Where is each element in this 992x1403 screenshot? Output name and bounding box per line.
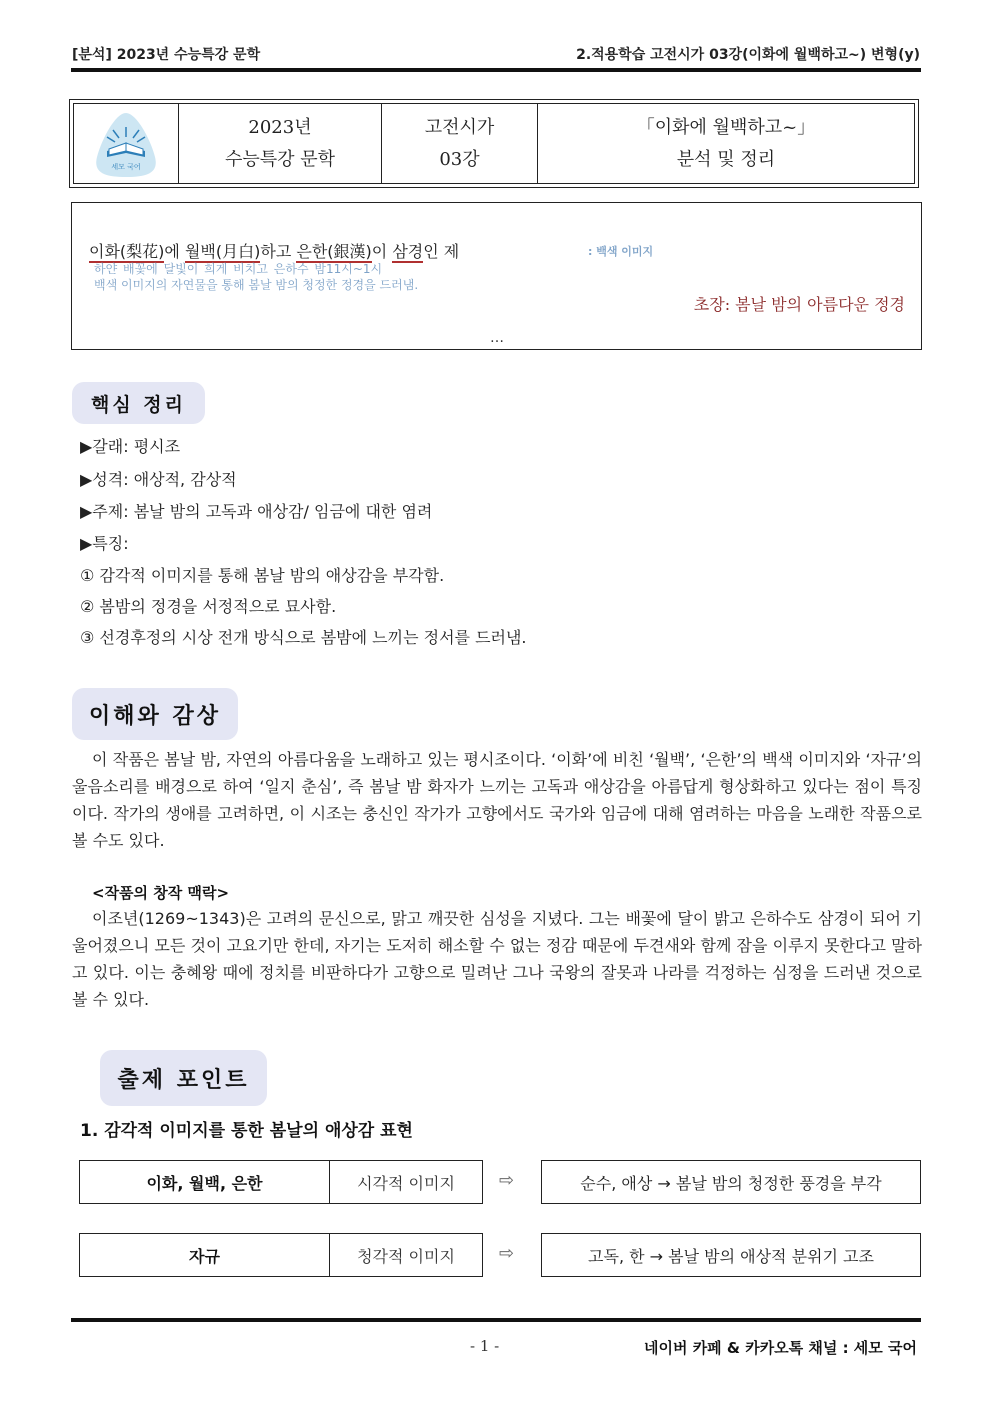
header-right: 2.적용학습 고전시가 03강(이화에 월백하고~) 변형(y) [576, 47, 920, 63]
poem-seg: 하고 [260, 242, 297, 261]
title-category-cell [382, 104, 538, 183]
poem-seg-samgyeong: 삼경 [392, 242, 424, 261]
core-genre: ▶갈래: 평시조 [80, 437, 181, 456]
svg-text:세모 국어: 세모 국어 [111, 162, 141, 171]
core-feature-1: ① 감각적 이미지를 통해 봄날 밤의 애상감을 부각함. [80, 566, 445, 585]
header-left: [분석] 2023년 수능특강 문학 [72, 47, 261, 63]
title-work: 「이화에 월백하고~」 [636, 116, 816, 138]
footer-channel: 네이버 카페 & 카카오톡 채널 : 세모 국어 [644, 1339, 917, 1357]
title-analysis: 분석 및 정리 [676, 148, 776, 170]
section-points-label: 출제 포인트 [100, 1050, 267, 1106]
poem-seg: 에 [164, 242, 185, 261]
poem-seg: 이 [371, 242, 393, 261]
poem-ellipsis: … [490, 330, 504, 346]
poem-chojang: 초장: 봄날 밤의 아름다운 정경 [693, 295, 905, 314]
arrow-right-icon: ⇨ [499, 1243, 515, 1264]
title-year: 2023년 [248, 116, 312, 138]
core-feature-3: ③ 선경후정의 시상 전개 방식으로 봄밤에 느끼는 정서를 드러냄. [80, 628, 527, 647]
section-core-label: 핵심 정리 [72, 382, 205, 424]
poem-box [71, 202, 922, 350]
logo-cell [74, 104, 179, 183]
title-table [69, 99, 919, 188]
core-features-label: ▶특징: [80, 534, 129, 553]
title-book: 수능특강 문학 [224, 148, 336, 170]
logo-book-icon [89, 107, 163, 181]
page-number: - 1 - [470, 1337, 500, 1355]
poem-note: : 백색 이미지 [588, 245, 654, 258]
image-row-visual [79, 1160, 921, 1204]
footer-rule [71, 1318, 921, 1322]
poem-description: 백색 이미지의 자연물을 통해 봄날 밤의 청정한 정경을 드러냄. [94, 278, 419, 292]
poem-seg: 인 제 [423, 242, 460, 261]
poem-line [89, 239, 459, 262]
core-character: ▶성격: 애상적, 감상적 [80, 470, 237, 489]
poem-seg-wolbaek: 월백(月白) [184, 242, 261, 261]
header-rule [71, 68, 921, 72]
section-understanding-label: 이해와 감상 [72, 688, 238, 740]
visual-result: 순수, 애상 → 봄날 밤의 청정한 풍경을 부각 [541, 1160, 921, 1204]
auditory-result: 고독, 한 → 봄날 밤의 애상적 분위기 고조 [541, 1233, 921, 1277]
poem-seg-ihwa: 이화(梨花) [89, 242, 165, 261]
visual-keywords: 이화, 월백, 은한 [80, 1161, 330, 1203]
arrow-right-icon: ⇨ [499, 1170, 515, 1191]
context-title: <작품의 창작 맥락> [92, 884, 230, 902]
visual-image-box [79, 1160, 483, 1204]
visual-type: 시각적 이미지 [357, 1173, 455, 1193]
title-work-cell [538, 104, 914, 183]
core-feature-2: ② 봄밤의 정경을 서정적으로 묘사함. [80, 597, 337, 616]
image-row-auditory [79, 1233, 921, 1277]
point-heading: 1. 감각적 이미지를 통한 봄날의 애상감 표현 [80, 1121, 413, 1141]
auditory-type: 청각적 이미지 [357, 1246, 455, 1266]
poem-gloss: 하얀 배꽃에 달빛이 희게 비치고 은하수 밤11시~1시 [94, 262, 383, 276]
poem-seg-eunhan: 은한(銀漢) [296, 242, 372, 261]
auditory-image-box [79, 1233, 483, 1277]
understanding-paragraph: 이 작품은 봄날 밤, 자연의 아름다움을 노래하고 있는 평시조이다. ‘이화’에 비친 ‘월백’, ‘은한’의 백색 이미지와 ‘자규’의 울음소리를 배경으로 하여 ‘일지 춘심’, 즉 봄날 밤 화자가 느끼는 고독과 애상감을 아름답게 형상화하고 있다는 점이 특징이다. 작가의 생애를 고려하면, 이 시조는 충신인 작가가 고향에서도 국가와 임금에 대해 염려하는 마음을 노래한 작품으로 볼 수도 있다. [72, 750, 922, 850]
core-theme: ▶주제: 봄날 밤의 고독과 애상감/ 임금에 대한 염려 [80, 502, 433, 521]
auditory-keywords: 자규 [80, 1234, 330, 1276]
title-lesson: 03강 [439, 148, 480, 170]
title-year-cell [179, 104, 382, 183]
context-paragraph: 이조년(1269~1343)은 고려의 문신으로, 맑고 깨끗한 심성을 지녔다. 그는 배꽃에 달이 밝고 은하수도 삼경이 되어 기울어졌으니 모든 것이 고요기만 한데, 자기는 도저히 해소할 수 없는 정감 때문에 두견새와 함께 잠을 이루지 못한다고 말하고 있다. 이는 충혜왕 때에 정치를 비판하다가 고향으로 밀려난 그나 국왕의 잘못과 나라를 걱정하는 심정을 드러낸 것으로 볼 수 있다. [72, 909, 922, 1009]
title-category: 고전시가 [424, 116, 495, 138]
